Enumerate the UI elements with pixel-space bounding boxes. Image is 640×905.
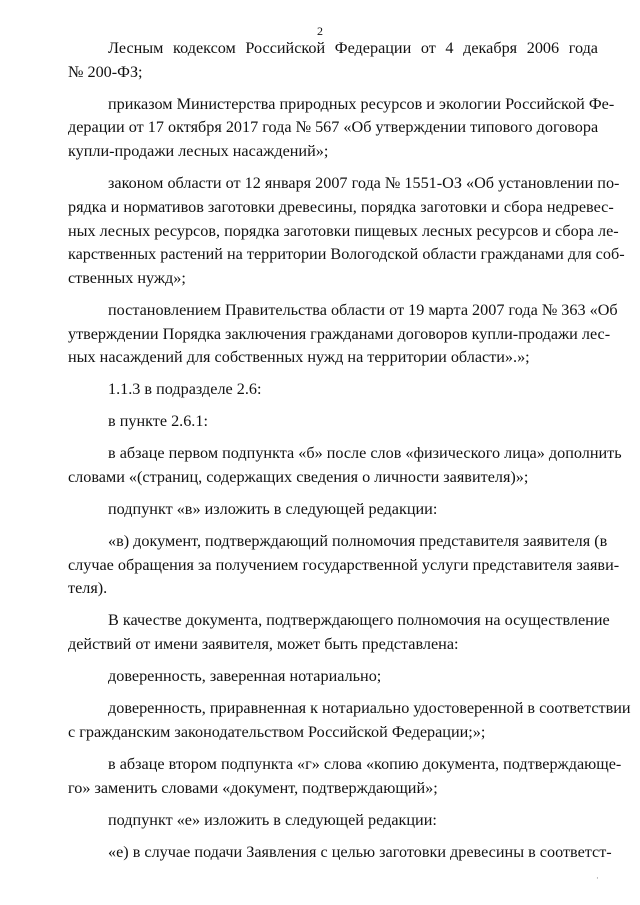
text-line: подпункт «е» изложить в следующей редакции:	[108, 810, 437, 829]
paragraph-subsection	[68, 378, 598, 402]
text-line: го» заменить словами «документ, подтверждающий»;	[68, 778, 438, 797]
text-line: «е) в случае подачи Заявления с целью заготовки древесины в соответст-	[108, 842, 612, 861]
margin-mark: ·	[596, 874, 599, 884]
text-line: действий от имени заявителя, может быть представлена:	[68, 635, 459, 654]
text-line: «в) документ, подтверждающий полномочия представителя заявителя (в	[108, 532, 608, 551]
text-line: доверенность, приравненная к нотариально удостоверенной в соответствии	[108, 699, 631, 718]
text-line: ных лесных ресурсов, порядка заготовки пищевых лесных ресурсов и сбора ле-	[68, 221, 619, 240]
paragraph-ministry-order	[68, 93, 615, 164]
text-line: постановлением Правительства области от 19 марта 2007 года № 363 «Об	[108, 300, 618, 319]
text-line: с гражданским законодательством Российской Федерации;»;	[68, 722, 486, 741]
paragraph-notarized-proxy	[68, 665, 598, 689]
paragraph-regional-law	[68, 172, 625, 291]
text-line: словами «(страниц, содержащих сведения о личности заявителя)»;	[68, 468, 529, 487]
paragraph-subclause-v-intro	[68, 498, 598, 522]
text-line: карственных растений на территории Вологодской области гражданами для соб-	[68, 245, 625, 264]
text-line: законом области от 12 января 2007 года № 1551-ОЗ «Об установлении по-	[108, 174, 620, 193]
paragraph-authority-document	[68, 609, 610, 656]
text-line: рядка и нормативов заготовки древесины, порядка заготовки и сбора недревес-	[68, 197, 614, 216]
text-line: ственных нужд»;	[68, 268, 186, 287]
paragraph-subclause-b	[68, 442, 622, 489]
document-body	[68, 37, 631, 873]
text-line: приказом Министерства природных ресурсов и экологии Российской Фе-	[108, 94, 615, 113]
text-line: в пункте 2.6.1:	[108, 412, 208, 431]
text-line: подпункт «в» изложить в следующей редакции:	[108, 500, 438, 519]
text-line: в абзаце втором подпункта «г» слова «копию документа, подтверждающе-	[108, 754, 622, 773]
text-line: 1.1.3 в подразделе 2.6:	[108, 380, 262, 399]
paragraph-subclause-e-intro	[68, 809, 598, 833]
paragraph-equivalent-proxy	[68, 697, 631, 744]
text-line: Лесным кодексом Российской Федерации от 4 декабря 2006 года	[108, 39, 598, 57]
paragraph-subclause-e	[68, 841, 612, 865]
paragraph-clause	[68, 410, 598, 434]
text-line: случае обращения за получением государственной услуги представителя заяви-	[68, 555, 620, 574]
paragraph-subclause-v	[68, 530, 620, 601]
text-line: дерации от 17 октября 2017 года № 567 «Об утверждении типового договора	[68, 118, 599, 137]
page-number: 2	[317, 24, 323, 38]
text-line: ных насаждений для собственных нужд на территории области».»;	[68, 348, 530, 367]
text-line: в абзаце первом подпункта «б» после слов «физического лица» дополнить	[108, 444, 622, 463]
text-line: теля).	[68, 579, 108, 598]
text-line: доверенность, заверенная нотариально;	[108, 667, 382, 686]
text-line: № 200-ФЗ;	[68, 62, 143, 81]
text-line: утверждении Порядка заключения гражданами договоров купли-продажи лес-	[68, 324, 611, 343]
text-line: В качестве документа, подтверждающего полномочия на осуществление	[108, 611, 610, 630]
paragraph-government-resolution	[68, 299, 618, 370]
paragraph-forest-code	[68, 37, 598, 84]
paragraph-subclause-g	[68, 753, 622, 800]
text-line: купли-продажи лесных насаждений»;	[68, 142, 329, 161]
